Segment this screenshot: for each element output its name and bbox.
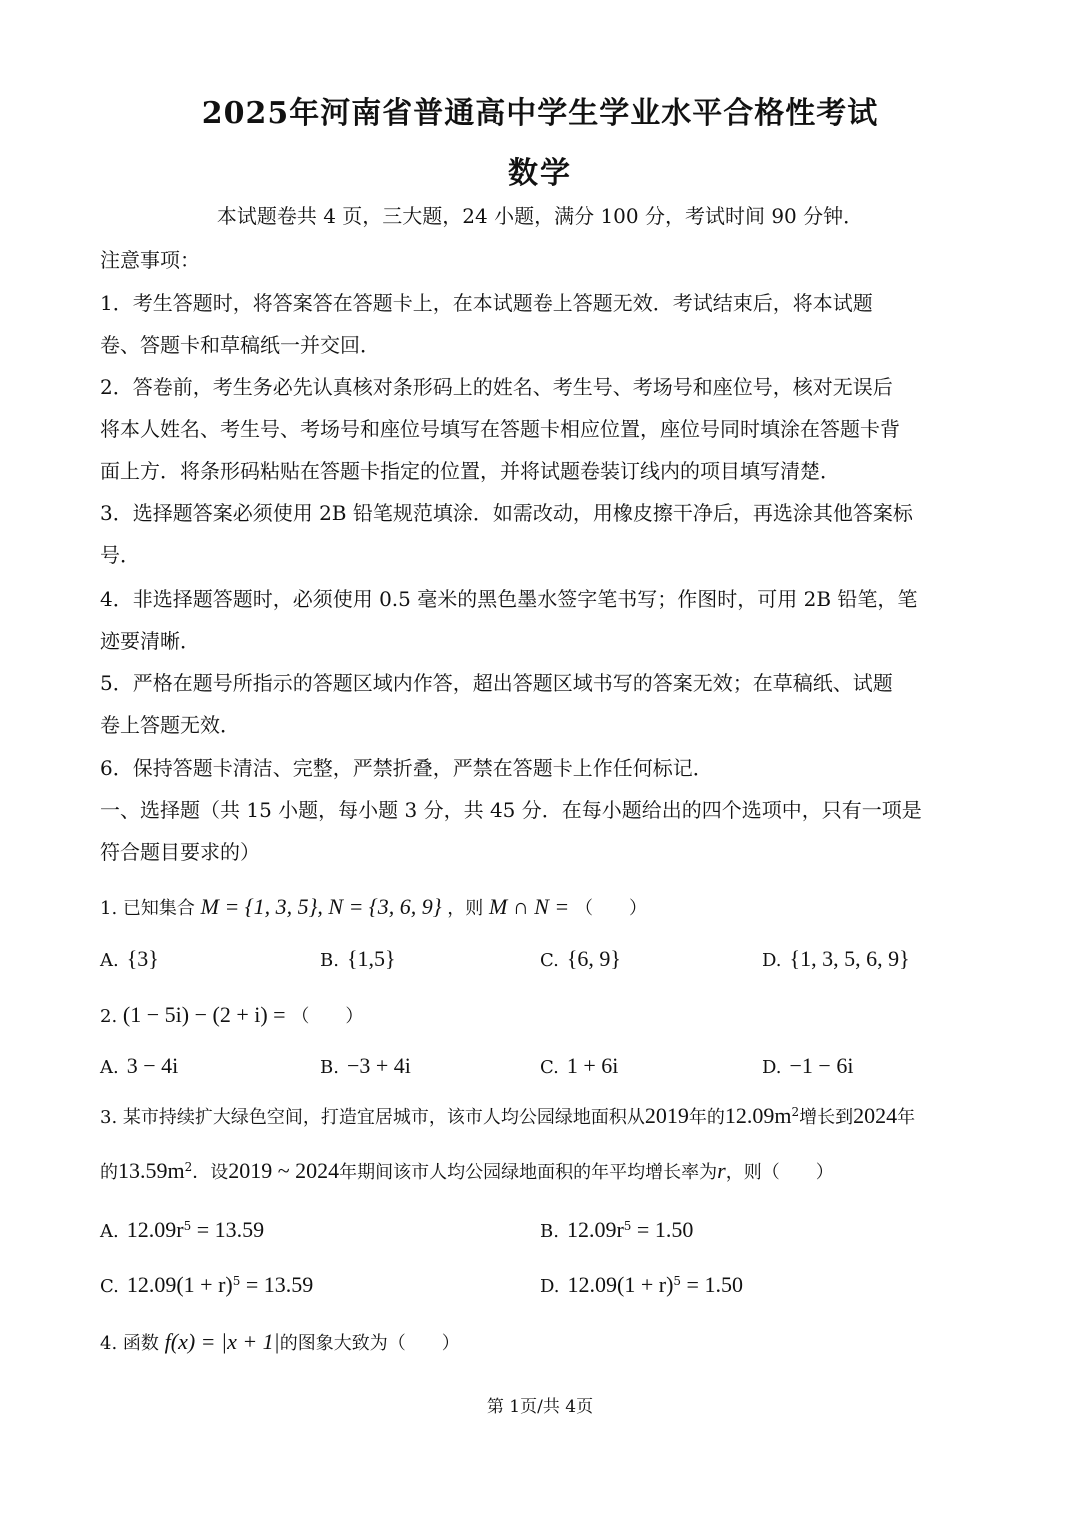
- note-1-line-1: 1．考生答题时，将答案答在答题卡上，在本试题卷上答题无效．考试结束后，将本试题: [100, 291, 873, 315]
- q3-option-b-lhs: 12.09r: [566, 1217, 624, 1242]
- q3-option-c-exponent: 5: [232, 1274, 241, 1288]
- note-3-line-2: 号．: [100, 543, 140, 567]
- q3-text-5: 的: [100, 1162, 118, 1183]
- q2-option-c-value: 1 + 6i: [566, 1053, 619, 1078]
- note-5-line-1: 5．严格在题号所指示的答题区域内作答，超出答题区域书写的答案无效；在草稿纸、试题: [100, 671, 893, 695]
- q3-option-d: [540, 1272, 743, 1298]
- q2-option-b-value: −3 + 4i: [346, 1053, 411, 1078]
- exam-info: 本试题卷共 4 页，三大题，24 小题，满分 100 分，考试时间 90 分钟．: [216, 204, 864, 228]
- q1-expr: M ∩ N =: [489, 894, 570, 919]
- q3-rate-variable: r: [717, 1158, 726, 1183]
- question-2: [100, 1002, 363, 1028]
- q1-option-d-label: D.: [762, 950, 782, 971]
- question-3-line-1: [100, 1103, 915, 1129]
- subject-title: 数学: [508, 156, 572, 191]
- q1-option-b-value: {1,5}: [346, 946, 396, 971]
- q3-text-7: 年期间该市人均公园绿地面积的年平均增长率为: [339, 1162, 718, 1183]
- question-4: [100, 1329, 460, 1355]
- q2-option-d-value: −1 − 6i: [789, 1053, 854, 1078]
- note-5-line-2: 卷上答题无效．: [100, 713, 240, 737]
- q3-text-3: 增长到: [799, 1107, 854, 1128]
- q3-option-a-rhs: = 13.59: [191, 1217, 265, 1242]
- q3-option-a-label: A.: [100, 1221, 119, 1242]
- q3-text-1: 3. 某市持续扩大绿色空间，打造宜居城市，该市人均公园绿地面积从: [100, 1107, 645, 1128]
- question-3-line-2: [100, 1158, 834, 1184]
- q3-option-b: [540, 1217, 693, 1243]
- q3-option-a-lhs: 12.09r: [126, 1217, 184, 1242]
- q3-option-c-label: C.: [100, 1276, 119, 1297]
- q3-option-d-exponent: 5: [673, 1274, 682, 1288]
- q4-function: f(x) = |x + 1|: [164, 1329, 280, 1354]
- q1-lead: 1. 已知集合: [100, 898, 195, 919]
- q3-year-end: 2024: [853, 1103, 898, 1128]
- q3-area-2019-exponent: 2: [791, 1105, 800, 1119]
- q3-option-b-label: B.: [540, 1221, 559, 1242]
- q3-option-d-lhs: 12.09(1 + r): [567, 1272, 674, 1297]
- note-1-line-2: 卷、答题卡和草稿纸一并交回．: [100, 333, 380, 357]
- question-1: [100, 894, 647, 920]
- q2-option-a-label: A.: [100, 1057, 119, 1078]
- exam-title: 2025年河南省普通高中学生学业水平合格性考试: [201, 96, 879, 131]
- note-2-line-3: 面上方．将条形码粘贴在答题卡指定的位置，并将试题卷装订线内的项目填写清楚．: [100, 459, 840, 483]
- q2-lead: 2.: [100, 1006, 118, 1027]
- q2-blank: （ ）: [291, 1006, 364, 1027]
- q2-option-d: [762, 1053, 853, 1079]
- q1-option-d-value: {1, 3, 5, 6, 9}: [789, 946, 910, 971]
- note-2-line-2: 将本人姓名、考生号、考场号和座位号填写在答题卡相应位置，座位号同时填涂在答题卡背: [100, 417, 900, 441]
- q3-blank: ，则（ ）: [725, 1162, 834, 1183]
- q3-year-start: 2019: [644, 1103, 689, 1128]
- q3-area-2024: 13.59m: [118, 1158, 185, 1183]
- q1-mid: ，则: [447, 898, 484, 919]
- q3-area-2024-exponent: 2: [184, 1160, 193, 1174]
- q3-option-c: [100, 1272, 313, 1298]
- q3-area-2019: 12.09m: [724, 1103, 792, 1128]
- q2-option-b-label: B.: [320, 1057, 339, 1078]
- note-4-line-1: 4．非选择题答题时，必须使用 0.5 毫米的黑色墨水签字笔书写；作图时，可用 2B 铅笔，笔: [100, 587, 918, 611]
- q1-option-a: [100, 946, 159, 972]
- q3-year-range: 2019 ~ 2024: [228, 1158, 340, 1183]
- q3-text-2: 年的: [688, 1107, 725, 1128]
- q1-option-c-value: {6, 9}: [566, 946, 621, 971]
- q2-option-d-label: D.: [762, 1057, 782, 1078]
- q1-option-a-label: A.: [100, 950, 119, 971]
- note-6-line-1: 6．保持答题卡清洁、完整，严禁折叠，严禁在答题卡上作任何标记．: [100, 756, 713, 780]
- note-4-line-2: 迹要清晰．: [100, 629, 200, 653]
- note-3-line-1: 3．选择题答案必须使用 2B 铅笔规范填涂．如需改动，用橡皮擦干净后，再选涂其他答案标: [100, 501, 913, 525]
- q2-option-a: [100, 1053, 178, 1079]
- q1-option-c: [540, 946, 621, 972]
- q1-blank: （ ）: [574, 898, 647, 919]
- q1-option-b: [320, 946, 396, 972]
- q3-option-b-exponent: 5: [623, 1219, 632, 1233]
- q3-text-6: ．设: [192, 1162, 229, 1183]
- q3-option-a: [100, 1217, 264, 1243]
- q4-tail: 的图象大致为（ ）: [279, 1333, 460, 1354]
- q2-option-c: [540, 1053, 618, 1079]
- q3-text-4: 年: [897, 1107, 916, 1128]
- notes-heading: 注意事项：: [100, 248, 200, 272]
- q3-option-b-rhs: = 1.50: [631, 1217, 694, 1242]
- note-2-line-1: 2．答卷前，考生务必先认真核对条形码上的姓名、考生号、考场号和座位号，核对无误后: [100, 375, 893, 399]
- q3-option-a-exponent: 5: [183, 1219, 192, 1233]
- q3-option-d-rhs: = 1.50: [681, 1272, 743, 1297]
- q1-option-b-label: B.: [320, 950, 339, 971]
- q3-option-d-label: D.: [540, 1276, 560, 1297]
- section-1-line-1: 一、选择题（共 15 小题，每小题 3 分，共 45 分．在每小题给出的四个选项中，只有一项是: [100, 798, 922, 822]
- q2-option-a-value: 3 − 4i: [126, 1053, 179, 1078]
- q2-expr: (1 − 5i) − (2 + i) =: [122, 1002, 286, 1027]
- q1-option-c-label: C.: [540, 950, 559, 971]
- page-number: 第 1页/共 4页: [486, 1397, 594, 1417]
- q1-option-a-value: {3}: [126, 946, 159, 971]
- q2-option-b: [320, 1053, 411, 1079]
- q1-sets: M = {1, 3, 5}, N = {3, 6, 9}: [200, 894, 442, 919]
- q4-lead: 4. 函数: [100, 1333, 159, 1354]
- q1-option-d: [762, 946, 910, 972]
- q3-option-c-rhs: = 13.59: [240, 1272, 314, 1297]
- q3-option-c-lhs: 12.09(1 + r): [126, 1272, 233, 1297]
- section-1-line-2: 符合题目要求的）: [100, 840, 260, 864]
- q2-option-c-label: C.: [540, 1057, 559, 1078]
